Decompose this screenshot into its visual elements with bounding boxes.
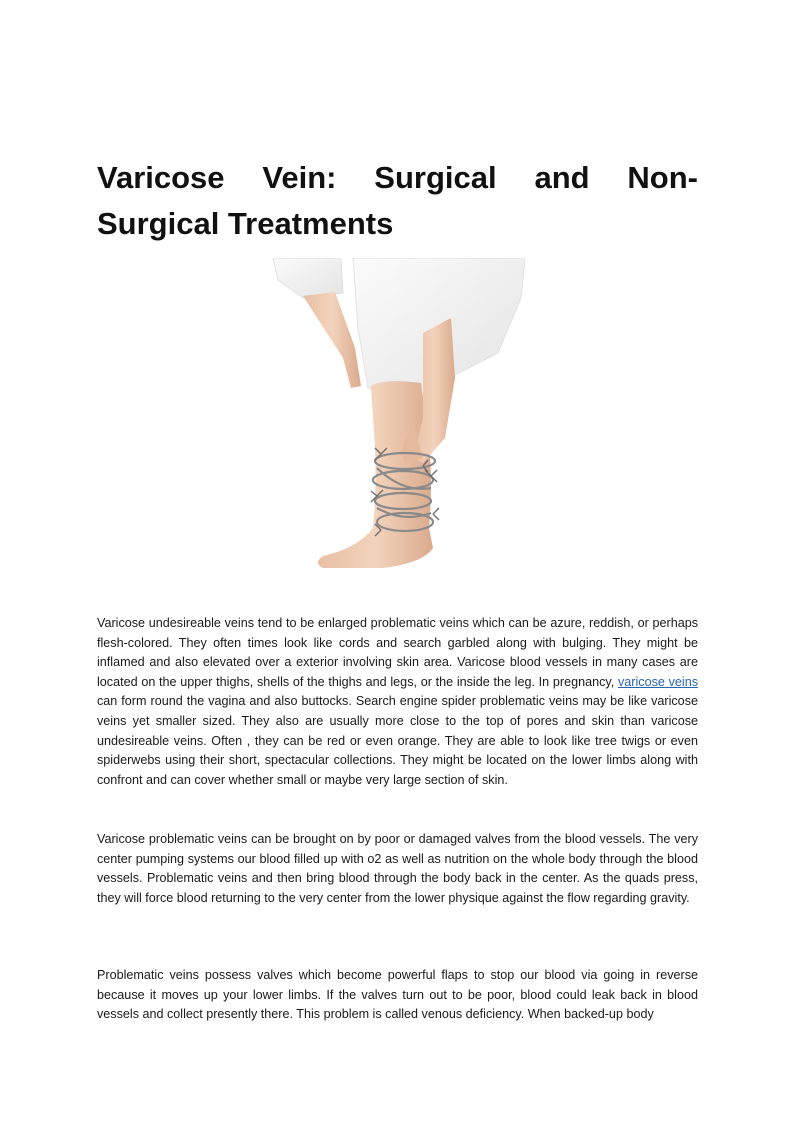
paragraph-intro-text-1: Varicose undesireable veins tend to be enlarged problematic veins which can be azure, reddish, or perhaps flesh-colored. They often times look like cords and search garbled along with bulging. They might be inflamed and also elevated over a exterior involving skin area. Varicose blood vessels in many cases are located on the upper thighs, shells of the thighs and legs, or the inside the leg. In pregnancy, [97,616,698,689]
paragraph-intro-text-2: can form round the vagina and also buttocks. Search engine spider problematic veins may be like varicose veins yet smaller sized. They also are usually more close to the top of pores and skin than varicose undesireable veins. Often , they can be red or even orange. They are able to look like tree twigs or even spiderwebs using their short, spectacular collections. They might be located on the lower limbs along with confront and can cover whether small or maybe very large section of skin. [97,694,698,787]
varicose-veins-link[interactable]: varicose veins [617,674,698,689]
page-title: Varicose Vein: Surgical and Non-Surgical Treatments [97,160,698,241]
paragraph-intro [97,614,698,790]
barbed-wire-leg-image [273,258,525,570]
paragraph-valves: Problematic veins possess valves which become powerful flaps to stop our blood via going in reverse because it moves up your lower limbs. If the valves turn out to be poor, blood could leak back in blood vessels and collect presently there. This problem is called venous deficiency. When backed-up body [97,968,698,1022]
paragraph-causes: Varicose problematic veins can be brought on by poor or damaged valves from the blood vessels. The very center pumping systems our blood filled up with o2 as well as nutrition on the whole body through the blood vessels. Problematic veins and then bring blood through the body back in the center. As the quads press, they will force blood returning to the very center from the lower physique against the flow regarding gravity. [97,832,698,905]
leg-illustration [273,258,525,570]
